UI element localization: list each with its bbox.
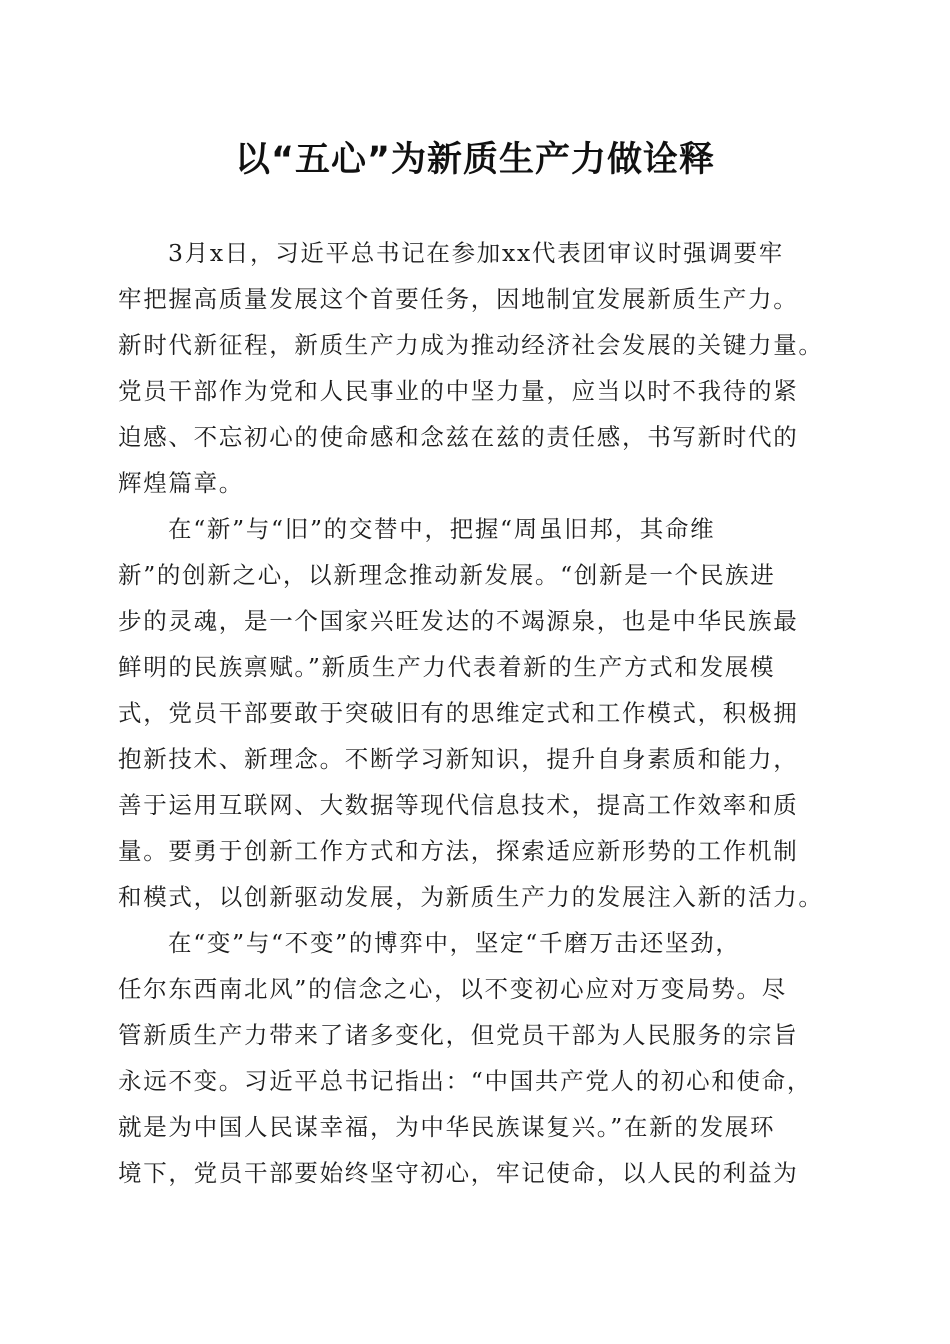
paragraph-1-line: 辉煌篇章。 — [118, 469, 244, 497]
document-body — [118, 230, 848, 1196]
paragraph-1-line: 牢把握高质量发展这个首要任务，因地制宜发展新质生产力。 — [118, 285, 799, 313]
paragraph-2-line: 在“新”与“旧”的交替中，把握“周虽旧邦，其命维 — [168, 515, 716, 543]
paragraph-2-line: 新”的创新之心，以新理念推动新发展。“创新是一个民族进 — [118, 561, 776, 589]
paragraph-3-line: 管新质生产力带来了诸多变化，但党员干部为人民服务的宗旨 — [118, 1021, 799, 1049]
paragraph-2-line: 式，党员干部要敢于突破旧有的思维定式和工作模式，积极拥 — [118, 699, 799, 727]
paragraph-1-line: 党员干部作为党和人民事业的中坚力量，应当以时不我待的紧 — [118, 377, 799, 405]
paragraph-3-line: 境下，党员干部要始终坚守初心，牢记使命，以人民的利益为 — [118, 1159, 799, 1187]
paragraph-2-line: 抱新技术、新理念。不断学习新知识，提升自身素质和能力， — [118, 745, 799, 773]
paragraph-3-line: 就是为中国人民谋幸福，为中华民族谋复兴。”在新的发展环 — [118, 1113, 776, 1141]
paragraph-1-line: 3月x日，习近平总书记在参加xx代表团审议时强调要牢 — [168, 239, 784, 267]
paragraph-3-line: 任尔东西南北风”的信念之心，以不变初心应对万变局势。尽 — [118, 975, 787, 1003]
paragraph-1-line: 新时代新征程，新质生产力成为推动经济社会发展的关键力量。 — [118, 331, 824, 359]
paragraph-2-line: 步的灵魂，是一个国家兴旺发达的不竭源泉，也是中华民族最 — [118, 607, 799, 635]
paragraph-1-line: 迫感、不忘初心的使命感和念兹在兹的责任感，书写新时代的 — [118, 423, 799, 451]
paragraph-3-line: 永远不变。习近平总书记指出：“中国共产党人的初心和使命， — [118, 1067, 813, 1095]
paragraph-2-line: 鲜明的民族禀赋。”新质生产力代表着新的生产方式和发展模 — [118, 653, 776, 681]
paragraph-2-line: 量。要勇于创新工作方式和方法，探索适应新形势的工作机制 — [118, 837, 799, 865]
page-title: 以“五心”为新质生产力做诠释 — [234, 140, 715, 180]
paragraph-2-line: 善于运用互联网、大数据等现代信息技术，提高工作效率和质 — [118, 791, 799, 819]
paragraph-3-line: 在“变”与“不变”的博弈中，坚定“千磨万击还坚劲， — [168, 929, 741, 957]
paragraph-2-line: 和模式，以创新驱动发展，为新质生产力的发展注入新的活力。 — [118, 883, 824, 911]
